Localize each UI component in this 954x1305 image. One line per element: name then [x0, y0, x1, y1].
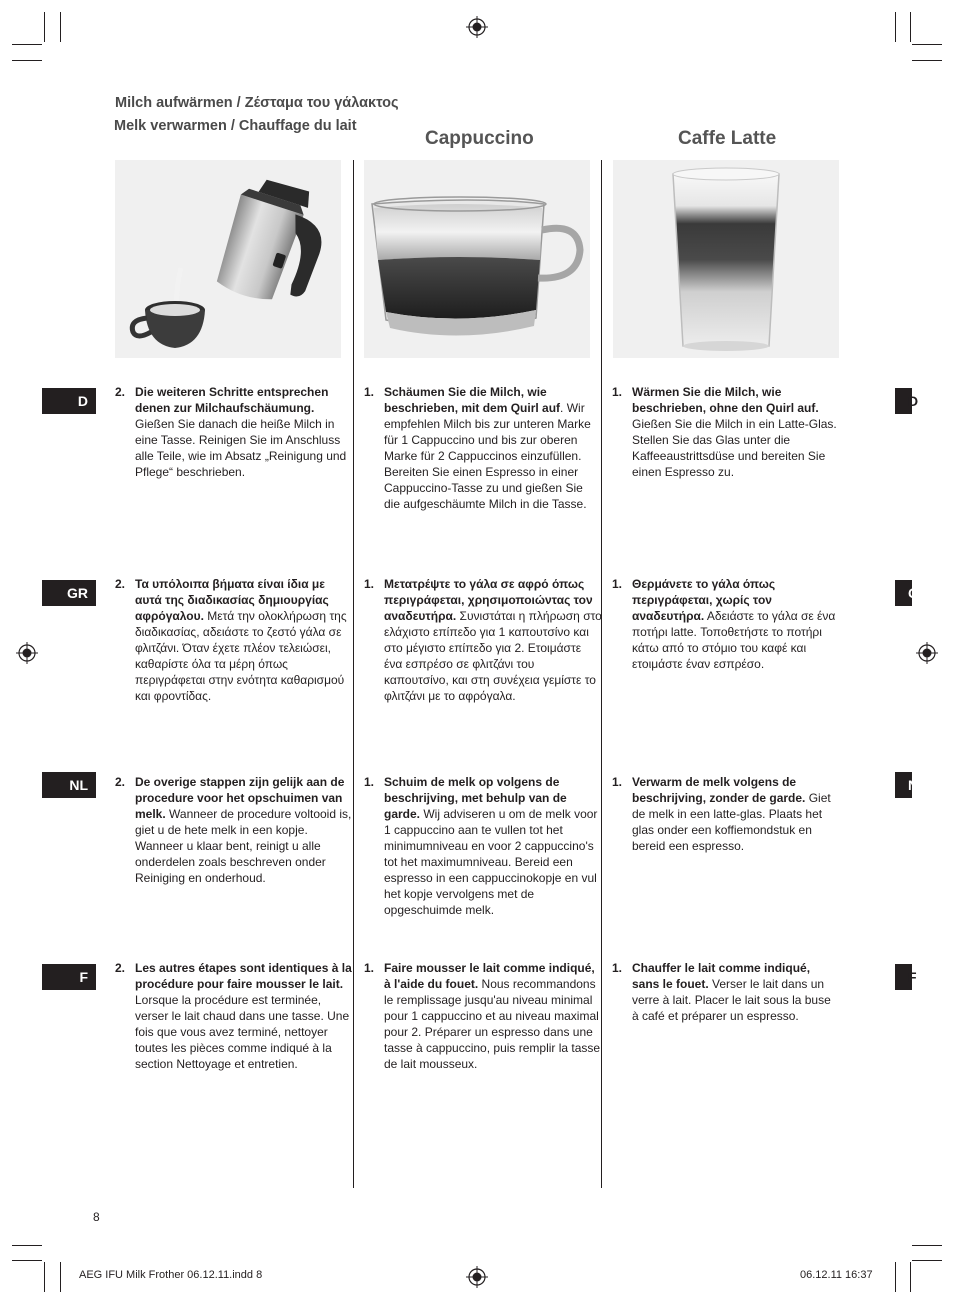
instruction-step	[612, 774, 840, 854]
column-title-cappuccino: Cappuccino	[425, 128, 534, 149]
step-number: 2.	[115, 775, 126, 789]
step-bold-text: Wärmen Sie die Milch, wie beschrieben, ohne den Quirl auf.	[632, 385, 819, 415]
instruction-step	[364, 576, 602, 704]
step-bold-text: Schuim de melk op volgens de beschrijving, met behulp van de garde.	[384, 775, 567, 821]
step-text: Gießen Sie die Milch in ein Latte-Glas. Stellen Sie das Glas unter die Kaffeeaustrittsdüse und bereiten Sie einen Espresso zu.	[632, 417, 837, 479]
instruction-step	[612, 960, 840, 1024]
step-text: Nous recommandons le remplissage jusqu'au niveau minimal pour 1 cappuccino et au niveau maximal pour 2. Préparer un espresso dans une tasse à cappuccino, puis remplir la tasse de lait mousseux.	[384, 977, 601, 1071]
language-tab-right-nl: N	[895, 772, 912, 798]
step-number: 2.	[115, 577, 126, 591]
cappuccino-cup-image	[364, 160, 590, 358]
crop-mark	[12, 1245, 42, 1246]
step-text: Μετά την ολοκλήρωση της διαδικασίας, αδειάστε το ζεστό γάλα σε φλιτζάνι. Όταν έχετε πλέον τελειώσει, καθαρίστε όλα τα μέρη όπως περιγράφεται στην ενότητα καθαρισμού και φροντίδας.	[135, 609, 347, 703]
instruction-step	[364, 774, 602, 918]
language-tab-de: D	[42, 388, 96, 414]
registration-mark-icon	[466, 1266, 488, 1288]
instruction-step	[364, 960, 602, 1072]
instruction-step	[115, 774, 353, 886]
step-bold-text: Verwarm de melk volgens de beschrijving, zonder de garde.	[632, 775, 806, 805]
crop-mark	[910, 1262, 911, 1292]
step-text: Συνιστάται η πλήρωση στο ελάχιστο επίπεδο για 1 καπουτσίνο και στο μέγιστο επίπεδο για 2. Ετοιμάστε ένα εσπρέσο σε φλιτζάνι του καπουτσίνο, και στη συνέχεια γεμίστε το φλιτζάνι με το αφρόγαλα.	[384, 609, 602, 703]
step-text: Αδειάστε το γάλα σε ένα ποτήρι latte. Τοποθετήστε το ποτήρι κάτω από το στόμιο του καφέ και ετοιμάστε έναν εσπρέσο.	[632, 609, 836, 671]
crop-mark	[44, 1262, 45, 1292]
language-tab-right-gr: G	[895, 580, 912, 606]
crop-mark	[910, 12, 911, 42]
step-bold-text: De overige stappen zijn gelijk aan de procedure voor het opschuimen van melk.	[135, 775, 345, 821]
step-bold-text: Θερμάνετε το γάλα όπως περιγράφεται, χωρίς τον αναδευτήρα.	[632, 577, 776, 623]
step-number: 1.	[612, 577, 623, 591]
crop-mark	[912, 1260, 942, 1261]
crop-mark	[912, 44, 942, 45]
registration-mark-icon	[466, 16, 488, 38]
crop-mark	[60, 12, 61, 42]
milk-frother-pouring-image	[115, 160, 341, 358]
step-bold-text: Τα υπόλοιπα βήματα είναι ίδια με αυτά της διαδικασίας δημιουργίας αφρόγαλου.	[135, 577, 329, 623]
column-title-caffe-latte: Caffe Latte	[678, 128, 777, 149]
section-heading-line1: Milch aufwärmen / Ζέσταμα του γάλακτος	[115, 95, 399, 111]
crop-mark	[44, 12, 45, 42]
step-text: Giet de melk in een latte-glas. Plaats het glas onder een koffiemondstuk en bereid een espresso.	[632, 791, 831, 853]
instruction-step	[115, 960, 353, 1072]
step-text: Lorsque la procédure est terminée, verser le lait chaud dans une tasse. Une fois que vous avez terminé, nettoyer toutes les pièces comme indiqué à la section Nettoyage et entretien.	[135, 993, 350, 1071]
step-number: 1.	[612, 961, 623, 975]
step-bold-text: Chauffer le lait comme indiqué, sans le fouet.	[632, 961, 811, 991]
step-text: Wij adviseren u om de melk voor 1 cappuccino aan te vullen tot het minimumniveau en voor 2 cappuccino's tot het maximumniveau. Bereid een espresso in een cappuccinokopje en vul het kopje vervolgens met de opgeschuimde melk.	[384, 807, 598, 917]
instruction-step	[612, 384, 840, 480]
file-slug: AEG IFU Milk Frother 06.12.11.indd 8	[79, 1269, 263, 1281]
step-number: 1.	[612, 775, 623, 789]
date-slug: 06.12.11 16:37	[800, 1269, 873, 1281]
crop-mark	[912, 1245, 942, 1246]
page-number: 8	[93, 1210, 100, 1224]
step-text: Gießen Sie danach die heiße Milch in eine Tasse. Reinigen Sie im Anschluss alle Teile, wie im Absatz „Reinigung und Pflege“ beschrieben.	[135, 417, 347, 479]
crop-mark	[895, 12, 896, 42]
step-text: Verser le lait dans un verre à lait. Placer le lait sous la buse à café et préparer un espresso.	[632, 977, 831, 1023]
crop-mark	[912, 60, 942, 61]
crop-mark	[60, 1262, 61, 1292]
caffe-latte-glass-image	[613, 160, 839, 358]
section-heading-line2: Melk verwarmen / Chauffage du lait	[114, 118, 357, 134]
step-bold-text: Schäumen Sie die Milch, wie beschrieben, mit dem Quirl auf	[384, 385, 561, 415]
language-tab-nl: NL	[42, 772, 96, 798]
step-number: 1.	[364, 385, 375, 399]
language-tab-right-de: D	[895, 388, 912, 414]
step-text: . Wir empfehlen Milch bis zur unteren Marke für 1 Cappuccino und bis zur oberen Marke für 2 Cappuccinos einzufüllen. Bereiten Sie einen Espresso in einer Cappuccino-Tasse zu und gießen Sie die aufgeschäumte Milch in die Tasse.	[384, 401, 591, 511]
instruction-step	[612, 576, 840, 672]
step-text: Wanneer de procedure voltooid is, giet u de hete melk in een kopje. Wanneer u klaar bent, reinigt u alle onderdelen zoals beschreven onder Reiniging en onderhoud.	[135, 807, 352, 885]
instruction-step	[115, 576, 353, 704]
language-tab-right-fr: F	[895, 964, 912, 990]
step-bold-text: Faire mousser le lait comme indiqué, à l'aide du fouet.	[384, 961, 595, 991]
crop-mark	[895, 1262, 896, 1292]
step-number: 2.	[115, 385, 126, 399]
registration-mark-icon	[916, 642, 938, 664]
step-bold-text: Les autres étapes sont identiques à la procédure pour faire mousser le lait.	[135, 961, 352, 991]
language-tab-gr: GR	[42, 580, 96, 606]
instruction-step	[115, 384, 353, 480]
step-number: 1.	[364, 961, 375, 975]
step-number: 2.	[115, 961, 126, 975]
step-bold-text: Die weiteren Schritte entsprechen denen zur Milchaufschäumung.	[135, 385, 329, 415]
step-bold-text: Μετατρέψτε το γάλα σε αφρό όπως περιγράφεται, χρησιμοποιώντας τον αναδευτήρα.	[384, 577, 593, 623]
column-divider	[353, 160, 354, 1188]
crop-mark	[12, 44, 42, 45]
language-tab-fr: F	[42, 964, 96, 990]
step-number: 1.	[364, 577, 375, 591]
registration-mark-icon	[16, 642, 38, 664]
step-number: 1.	[612, 385, 623, 399]
crop-mark	[12, 60, 42, 61]
step-number: 1.	[364, 775, 375, 789]
crop-mark	[12, 1260, 42, 1261]
instruction-step	[364, 384, 602, 512]
